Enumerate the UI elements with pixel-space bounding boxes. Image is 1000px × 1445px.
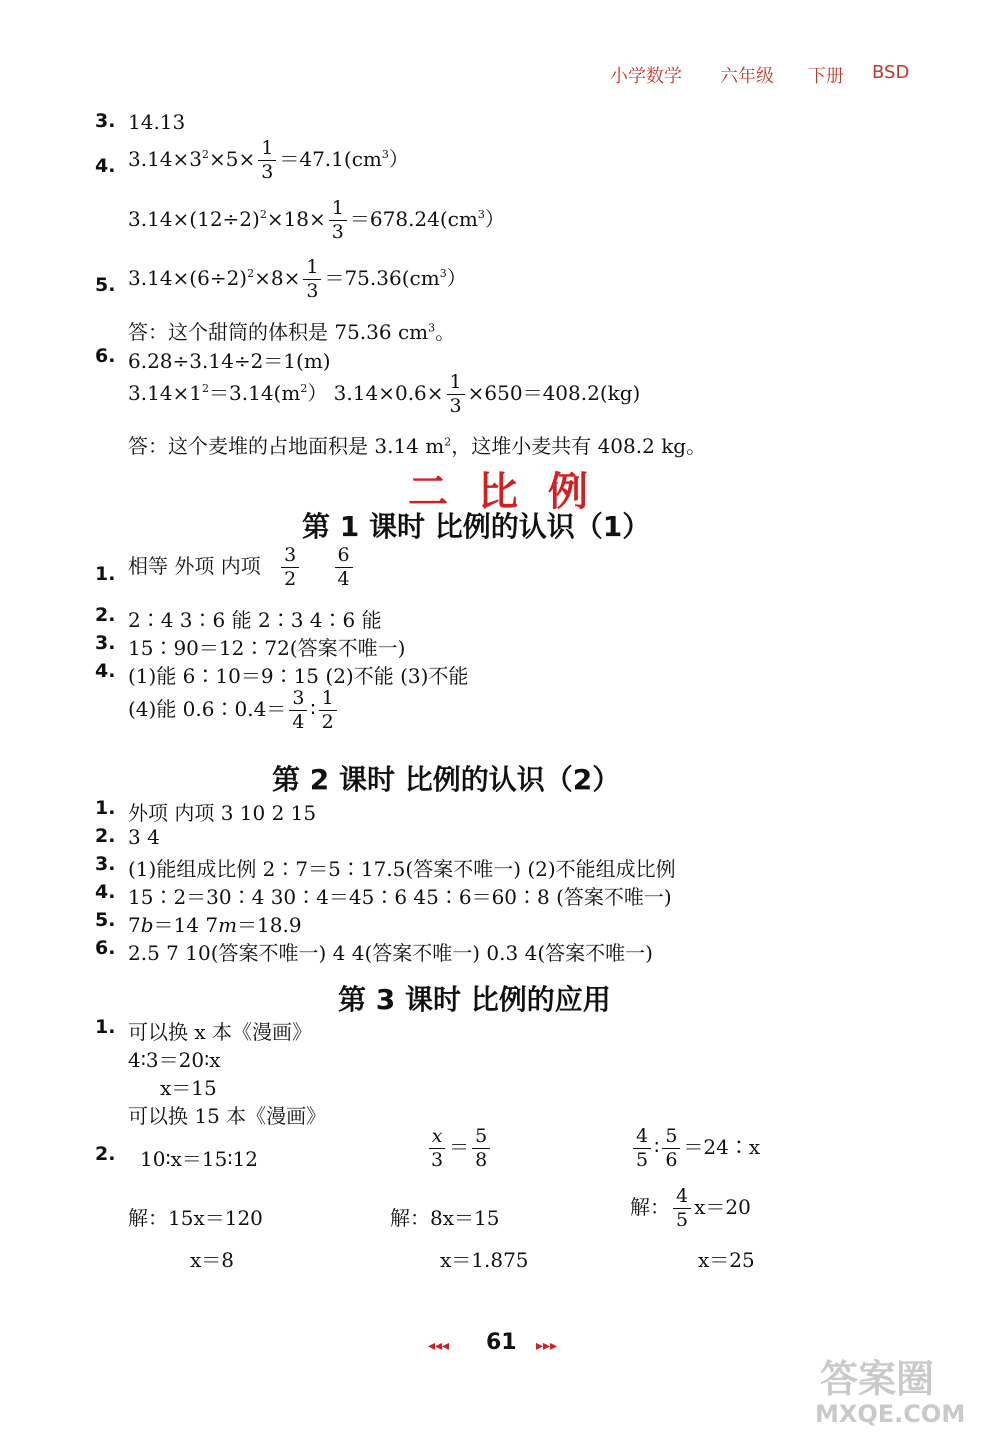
answer-line: 2∶4 3∶6 能 2∶3 4∶6 能 [128,608,382,632]
fraction: $\frac{4}{5}$ [633,1126,651,1171]
equation: 10∶x＝15∶12 [140,1147,259,1171]
answer-line: 4∶3＝20∶x [128,1048,221,1072]
fraction: $\frac{3}{2}$ [281,545,299,590]
answer-sentence: 答：这个麦堆的占地面积是 3.14 $m^2$，这堆小麦共有 408.2 kg。 [128,434,707,458]
question-number: 3. [95,632,116,654]
header-term: 下册 [808,66,844,87]
header-grade: 六年级 [720,66,774,87]
equation: $\frac{4}{5}$ ∶ $\frac{5}{6}$ ＝24∶x [630,1126,760,1171]
page-number: 61 [486,1330,517,1355]
answer-line: 15∶2＝30∶4 30∶4＝45∶6 45∶6＝60∶8 (答案不唯一) [128,885,672,909]
answer-line: (1)能组成比例 2∶7＝5∶17.5(答案不唯一) (2)不能组成比例 [128,857,676,881]
answer-line: 相等 外项 内项 $\frac{3}{2}$ $\frac{6}{4}$ [128,545,356,590]
fraction: $\frac{1}{3}$ [258,138,276,183]
watermark-logo: 答案圈 [820,1357,935,1401]
answer-line: 6.28÷3.14÷2＝1(m) [128,349,331,373]
solution-step: 解： $\frac{4}{5}$ x＝20 [630,1185,751,1231]
equation: $\frac{x}{3}$ ＝ $\frac{5}{8}$ [425,1126,493,1171]
question-number: 4. [95,881,116,903]
question-number: 2. [95,1143,116,1165]
fraction: $\frac{4}{5}$ [673,1186,691,1231]
lesson-title: 第 3 课时 比例的应用 [338,983,611,1016]
answer-line: 7b＝14 7m＝18.9 [128,913,302,937]
question-number: 3. [95,110,116,132]
fraction: $\frac{x}{3}$ [428,1126,446,1171]
question-number: 4. [95,660,116,682]
answer-line: 14.13 [128,110,186,134]
answer-line: 2.5 7 10(答案不唯一) 4 4(答案不唯一) 0.3 4(答案不唯一) [128,941,653,965]
question-number: 6. [95,345,116,367]
answer-line: $3.14\times 1^2=3.14(m^2)$ 3.14×0.6× $\frac{1}{3}$ ×650＝408.2(kg) [128,371,641,417]
question-number: 1. [95,1016,116,1038]
lesson-title: 第 1 课时 比例的认识（1） [302,510,651,543]
fraction: $\frac{5}{8}$ [472,1126,490,1171]
fraction: $\frac{1}{2}$ [319,688,337,733]
fraction: $\frac{1}{3}$ [447,372,465,417]
question-number: 5. [95,274,116,296]
question-number: 1. [95,563,116,585]
answer-line: (4)能 0.6∶0.4＝ $\frac{3}{4}$ ∶ $\frac{1}{2}$ [128,688,340,733]
answer-line: 可以换 x 本《漫画》 [128,1020,312,1044]
next-arrows-icon: ▸▸▸ [536,1338,558,1354]
prev-arrows-icon: ◂◂◂ [428,1338,450,1354]
solution-step: 解：8x＝15 [390,1206,500,1230]
fraction: $\frac{6}{4}$ [335,545,353,590]
header-edition: BSD [872,62,910,83]
question-number: 1. [95,797,116,819]
watermark-url: MXQE.COM [815,1400,966,1428]
fraction: $\frac{1}{3}$ [329,198,347,243]
answer-line: 可以换 15 本《漫画》 [128,1104,327,1128]
question-number: 2. [95,825,116,847]
question-number: 2. [95,604,116,626]
fraction: $\frac{3}{4}$ [289,688,307,733]
question-number: 4. [95,155,116,177]
lesson-title: 第 2 课时 比例的认识（2） [272,763,621,796]
question-number: 3. [95,853,116,875]
question-number: 5. [95,909,116,931]
answer-line: 15∶90＝12∶72(答案不唯一) [128,636,406,660]
question-number: 6. [95,937,116,959]
answer-line: $3.14\times(12\div 2)^2\times 18\times$ $\frac{1}{3}$ $=678.24(cm^3)$ [128,197,505,243]
answer-line: (1)能 6∶10＝9∶15 (2)不能 (3)不能 [128,664,469,688]
solution-step: 解：15x＝120 [128,1206,263,1230]
solution-result: x＝8 [190,1248,235,1272]
answer-line: $3.14\times(6\div 2)^2\times 8\times$ $\frac{1}{3}$ $=75.36(cm^3)$ [128,256,467,302]
answer-line: 3 4 [128,825,160,849]
fraction: $\frac{5}{6}$ [662,1126,680,1171]
solution-result: x＝25 [698,1248,755,1272]
answer-line: x＝15 [160,1076,217,1100]
chapter-title: 二比例 [408,469,618,515]
fraction: $\frac{1}{3}$ [303,257,321,302]
solution-result: x＝1.875 [440,1248,529,1272]
answer-line: $3.14\times 3^2\times 5\times$ $\frac{1}{3}$ $=47.1(cm^3)$ [128,137,409,183]
header-subject: 小学数学 [610,66,682,87]
answer-sentence: 答：这个甜筒的体积是 75.36 $cm^3$。 [128,320,456,344]
answer-line: 外项 内项 3 10 2 15 [128,801,317,825]
